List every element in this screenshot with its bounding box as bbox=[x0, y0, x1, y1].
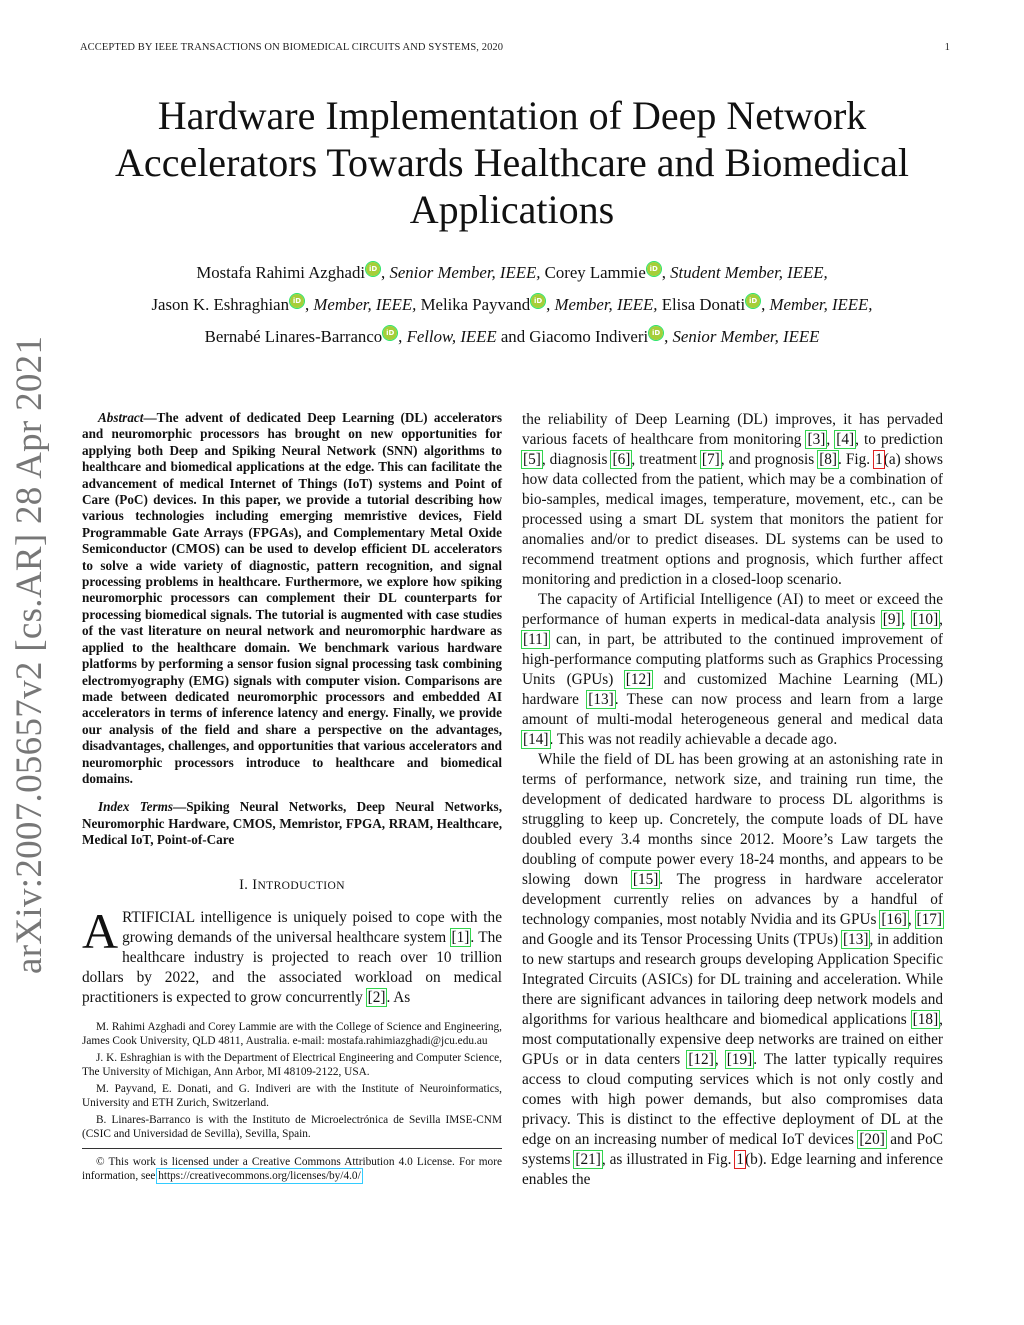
citation-link[interactable]: [18] bbox=[912, 1011, 939, 1028]
arxiv-identifier[interactable]: arXiv:2007.05657v2 [cs.AR] 28 Apr 2021 bbox=[9, 335, 50, 974]
citation-link[interactable]: [15] bbox=[632, 871, 659, 888]
index-terms-text: —Spiking Neural Networks, Deep Neural Networks, Neuromorphic Hardware, CMOS, Memristor, FPGA, RRAM, Healthcare, Medical IoT, Point-of-Care bbox=[82, 799, 502, 848]
author-role: Member, IEEE, bbox=[554, 295, 658, 314]
title-line-2: Accelerators Towards Healthcare and Biomedical bbox=[115, 140, 909, 185]
citation-link[interactable]: [10] bbox=[912, 611, 939, 628]
figure-link[interactable]: 1 bbox=[736, 1151, 745, 1168]
figure-link[interactable]: 1 bbox=[875, 451, 883, 468]
footnote-affiliation-2: J. K. Eshraghian is with the Department of Electrical Engineering and Computer Science, The University of Michigan, Ann Arbor, MI 48109-2122, USA. bbox=[82, 1051, 502, 1079]
license-link[interactable]: https://creativecommons.org/licenses/by/4.0/ bbox=[158, 1170, 361, 1183]
footnote-affiliation-3: M. Payvand, E. Donati, and G. Indiveri are with the Institute of Neuroinformatics, University and ETH Zurich, Switzerland. bbox=[82, 1082, 502, 1110]
author-line-3: Bernabé Linares-Barranco iD , Fellow, IEEE and Giacomo Indiveri iD , Senior Member, IEEE bbox=[204, 327, 820, 346]
citation-link[interactable]: [8] bbox=[819, 451, 838, 468]
author-role: Senior Member, IEEE bbox=[672, 327, 820, 346]
footnote-divider bbox=[82, 1148, 502, 1149]
index-terms-lead: Index Terms bbox=[98, 799, 173, 815]
author-name: Elisa Donati bbox=[661, 295, 746, 314]
orcid-icon[interactable]: iD bbox=[746, 294, 760, 308]
paragraph: The capacity of Artificial Intelligence (AI) to meet or exceed the performance of human experts in medical-data analysis [9], [10], [11] can, in part, be attributed to the continued improvement of high-performance computing platforms such as Graphics Processing Units (GPUs) [12] and customized Machine Learning (ML) hardware [13]. These can now process and learn from a large amount of multi-modal heterogeneous general and medical data [14]. This was not readily achievable a decade ago. bbox=[522, 591, 943, 748]
title-line-3: Applications bbox=[409, 187, 615, 232]
paragraph: While the field of DL has been growing at an astonishing rate in terms of performance, network size, and training run time, the development of dedicated hardware to process DL algorithms is struggling to keep up. Concretely, the compute loads of DL have doubled every 3.4 months since 2012. Moore’s Law targets the doubling of compute power every 18-24 months, and appears to be slowing down [15]. The progress in hardware accelerator development currently relies on advances by a handful of technology companies, most notably Nvidia and its GPUs [16], [17] and Google and its Tensor Processing Units (TPUs) [13], in addition to new startups and research groups developing Application Specific Integrated Circuits (ASICs) for DL training and acceleration. While there are significant advances in tailoring deep network models and algorithms for various healthcare and biomedical applications [18], most computationally expensive deep networks are trained on either GPUs or in data centers [12], [19]. The latter typically requires access to cloud computing services which is not only costly and comes with high power demands, but also compromises data privacy. This is distinct to the effective deployment of DL at the edge on an increasing number of medical IoT devices [20] and PoC systems [21], as illustrated in Fig. 1(b). Edge learning and inference enables the bbox=[522, 751, 944, 1188]
citation-link[interactable]: [21] bbox=[575, 1151, 601, 1168]
drop-cap: A bbox=[82, 902, 119, 959]
section-heading-introduction: I. INTRODUCTION bbox=[239, 876, 345, 893]
right-column bbox=[522, 410, 943, 1190]
citation-link[interactable]: [17] bbox=[916, 911, 942, 928]
footnote-affiliation-4: B. Linares-Barranco is with the Instituto de Microelectrónica de Sevilla IMSE-CNM (CSIC and Universidad de Sevilla), Sevilla, Spain. bbox=[82, 1113, 502, 1141]
author-name: Melika Payvand bbox=[420, 295, 531, 314]
index-terms bbox=[82, 799, 502, 848]
paragraph: the reliability of Deep Learning (DL) improves, it has pervaded various facets of healthcare from monitoring [3], [4], to prediction [5], diagnosis [6], treatment [7], and prognosis [8]. Fig. 1(a) shows how data collected from the patient, which may be a combination of bio-samples, medical images, temperature, movement, etc., can be processed using a smart DL system that monitors the patient for anomalies and/or to predict diseases. DL systems can be used to recommend treatment options and prognosis, which further affect monitoring and prediction in a closed-loop scenario. bbox=[522, 411, 943, 588]
citation-link[interactable]: [9] bbox=[882, 611, 901, 628]
running-header bbox=[80, 42, 950, 58]
journal-name: ACCEPTED BY IEEE TRANSACTIONS ON BIOMEDICAL CIRCUITS AND SYSTEMS, 2020 bbox=[80, 42, 504, 53]
intro-paragraph: ARTIFICIAL intelligence is uniquely poised to cope with the growing demands of the universal healthcare system [1]. The healthcare industry is projected to reach over 10 trillion dollars by 2022, and the associated workload on medical practitioners is expected to grow concurrently [2]. As bbox=[82, 902, 503, 1006]
author-name: Jason K. Eshraghian bbox=[151, 295, 289, 314]
citation-link[interactable]: [11] bbox=[523, 631, 548, 648]
author-name: Mostafa Rahimi Azghadi bbox=[196, 263, 366, 282]
citation-link[interactable]: [4] bbox=[836, 431, 855, 448]
citation-link[interactable]: [12] bbox=[688, 1051, 714, 1068]
author-line-2: Jason K. Eshraghian iD , Member, IEEE, Melika Payvand iD , Member, IEEE, Elisa Donati iD , Member, IEEE, bbox=[151, 295, 873, 314]
citation-link[interactable]: [14] bbox=[523, 731, 549, 748]
citation-link[interactable]: [16] bbox=[881, 911, 907, 928]
author-role: Member, IEEE, bbox=[313, 295, 417, 314]
citation-link[interactable]: [12] bbox=[625, 671, 652, 688]
left-column bbox=[82, 410, 502, 1186]
author-list bbox=[60, 257, 964, 353]
page-number: 1 bbox=[944, 42, 950, 53]
citation-link[interactable]: [1] bbox=[451, 928, 470, 946]
orcid-icon[interactable]: iD bbox=[647, 262, 661, 276]
orcid-icon[interactable]: iD bbox=[649, 326, 663, 340]
abstract-text: —The advent of dedicated Deep Learning (DL) accelerators and neuromorphic processors has brought on new opportunities for applying both Deep and Spiking Neural Network (SNN) algorithms to healthcare and biomedical applications at the edge. This can facilitate the advancement of medical Internet of Things (IoT) systems and Point of Care (PoC) devices. In this paper, we provide a tutorial describing how various technologies including emerging memristive devices, Field Programmable Gate Arrays (FPGAs), and Complementary Metal Oxide Semiconductor (CMOS) can be used to develop efficient DL accelerators to solve a wide variety of diagnostic, pattern recognition, and signal processing problems in healthcare. Furthermore, we explore how spiking neuromorphic processors can complement their DL counterparts for processing biomedical signals. The tutorial is augmented with case studies of the vast literature on neural network and neuromorphic hardware as applied to the healthcare domain. We benchmark various hardware platforms by performing a sensor fusion signal processing task combining electromyography (EMG) signals with computer vision. Comparisons are made between dedicated neuromorphic processors and embedded AI accelerators in terms of inference latency and energy. Finally, we provide our analysis of the field and share a perspective on the advantages, disadvantages, challenges, and opportunities that various accelerators and neuromorphic processors introduce to healthcare and biomedical domains. bbox=[82, 410, 502, 786]
orcid-icon[interactable]: iD bbox=[366, 262, 380, 276]
orcid-icon[interactable]: iD bbox=[290, 294, 304, 308]
author-role: Student Member, IEEE, bbox=[670, 263, 828, 282]
author-name: Corey Lammie bbox=[544, 263, 646, 282]
license-note: © This work is licensed under a Creative Commons Attribution 4.0 License. For more information, see https://creativecommons.org/licenses/by/4.0/ bbox=[82, 1155, 502, 1183]
citation-link[interactable]: [7] bbox=[701, 451, 720, 468]
author-role: Fellow, IEEE bbox=[406, 327, 497, 346]
author-line-1: Mostafa Rahimi Azghadi iD , Senior Member, IEEE, Corey Lammie iD , Student Member, IEEE, bbox=[196, 263, 828, 282]
citation-link[interactable]: [2] bbox=[367, 988, 386, 1006]
citation-link[interactable]: [3] bbox=[807, 431, 826, 448]
abstract bbox=[82, 410, 502, 787]
citation-link[interactable]: [13] bbox=[588, 691, 614, 708]
footnote-affiliation-1: M. Rahimi Azghadi and Corey Lammie are with the College of Science and Engineering, James Cook University, QLD 4811, Australia. e-mail: mostafa.rahimiazghadi@jcu.edu.au bbox=[82, 1020, 502, 1048]
orcid-icon[interactable]: iD bbox=[531, 294, 545, 308]
author-role: Senior Member, IEEE, bbox=[389, 263, 541, 282]
citation-link[interactable]: [20] bbox=[859, 1131, 885, 1148]
orcid-icon[interactable]: iD bbox=[383, 326, 397, 340]
author-name: Bernabé Linares-Barranco bbox=[204, 327, 383, 346]
author-joiner: and bbox=[500, 327, 526, 346]
citation-link[interactable]: [5] bbox=[523, 451, 541, 468]
author-name: Giacomo Indiveri bbox=[529, 327, 649, 346]
author-role: Member, IEEE, bbox=[769, 295, 873, 314]
citation-link[interactable]: [19] bbox=[726, 1051, 753, 1068]
paper-title bbox=[60, 92, 964, 233]
footnotes bbox=[82, 1020, 502, 1184]
citation-link[interactable]: [13] bbox=[842, 931, 869, 948]
title-line-1: Hardware Implementation of Deep Network bbox=[157, 93, 867, 138]
citation-link[interactable]: [6] bbox=[612, 451, 631, 468]
abstract-lead: Abstract bbox=[98, 410, 144, 425]
